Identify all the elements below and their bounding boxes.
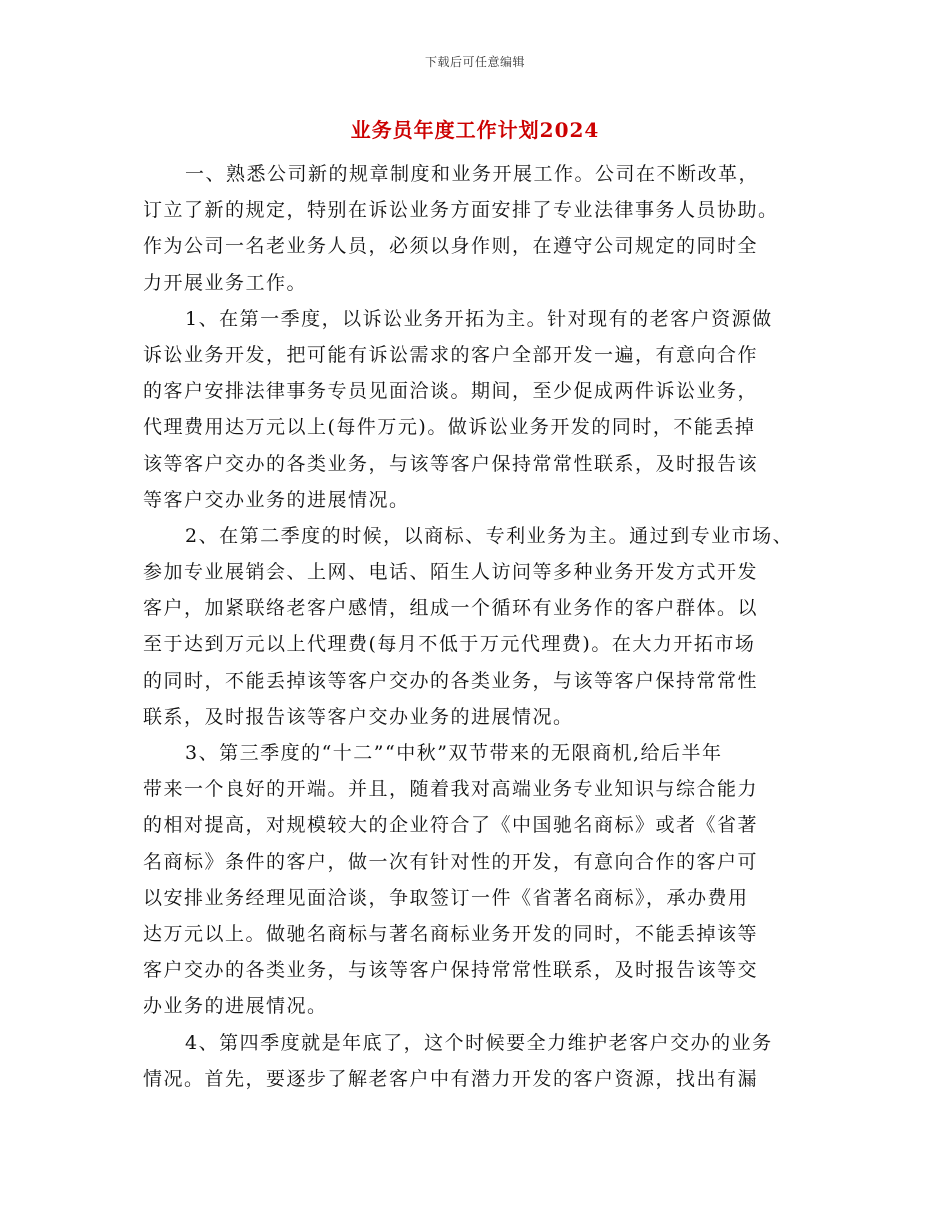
paragraph-intro: [143, 156, 823, 301]
text-line: 的相对提高，对规模较大的企业符合了《中国驰名商标》或者《省著: [143, 814, 759, 837]
text-line: 2、在第二季度的时候，以商标、专利业务为主。通过到专业市场、: [185, 524, 794, 547]
text-line: 带来一个良好的开端。并且，随着我对高端业务专业知识与综合能力: [143, 778, 759, 801]
page-header: 下载后可任意编辑: [424, 55, 525, 69]
document-title: 业务员年度工作计划2024: [350, 118, 600, 142]
text-line: 代理费用达万元以上(每件万元)。做诉讼业务开发的同时，不能丢掉: [143, 416, 756, 439]
text-line: 作为公司一名老业务人员，必须以身作则，在遵守公司规定的同时全: [143, 235, 759, 258]
document-body: [143, 156, 823, 1097]
text-line: 的客户安排法律事务专员见面洽谈。期间，至少促成两件诉讼业务，: [143, 380, 759, 403]
text-line: 联系，及时报告该等客户交办业务的进展情况。: [143, 705, 574, 728]
text-line: 力开展业务工作。: [143, 271, 308, 294]
paragraph-q3: [143, 735, 823, 1025]
text-line: 诉讼业务开发，把可能有诉讼需求的客户全部开发一遍，有意向合作: [143, 343, 759, 366]
text-line: 情况。首先，要逐步了解老客户中有潜力开发的客户资源，找出有漏: [143, 1067, 759, 1090]
text-line: 参加专业展销会、上网、电话、陌生人访问等多种业务开发方式开发: [143, 561, 759, 584]
text-line: 订立了新的规定，特别在诉讼业务方面安排了专业法律事务人员协助。: [143, 199, 779, 222]
paragraph-q2: [143, 518, 823, 735]
text-line: 3、第三季度的“十二”“中秋”双节带来的无限商机,给后半年: [185, 742, 723, 764]
text-line: 4、第四季度就是年底了，这个时候要全力维护老客户交办的业务: [185, 1031, 773, 1054]
text-line: 该等客户交办的各类业务，与该等客户保持常常性联系，及时报告该: [143, 452, 759, 475]
text-line: 至于达到万元以上代理费(每月不低于万元代理费)。在大力开拓市场: [143, 633, 756, 656]
paragraph-q1: [143, 301, 823, 518]
text-line: 达万元以上。做驰名商标与著名商标业务开发的同时，不能丢掉该等: [143, 922, 759, 945]
text-line: 的同时，不能丢掉该等客户交办的各类业务，与该等客户保持常常性: [143, 669, 759, 692]
text-line: 名商标》条件的客户，做一次有针对性的开发，有意向合作的客户可: [143, 850, 759, 873]
paragraph-q4: [143, 1025, 823, 1097]
text-line: 等客户交办业务的进展情况。: [143, 488, 410, 511]
text-line: 一、熟悉公司新的规章制度和业务开展工作。公司在不断改革，: [185, 163, 760, 185]
text-line: 客户交办的各类业务，与该等客户保持常常性联系，及时报告该等交: [143, 959, 759, 982]
text-line: 1、在第一季度，以诉讼业务开拓为主。针对现有的老客户资源做: [185, 307, 773, 330]
text-line: 客户，加紧联络老客户感情，组成一个循环有业务作的客户群体。以: [143, 597, 759, 620]
text-line: 办业务的进展情况。: [143, 995, 328, 1018]
text-line: 以安排业务经理见面洽谈，争取签订一件《省著名商标》，承办费用: [143, 886, 749, 909]
